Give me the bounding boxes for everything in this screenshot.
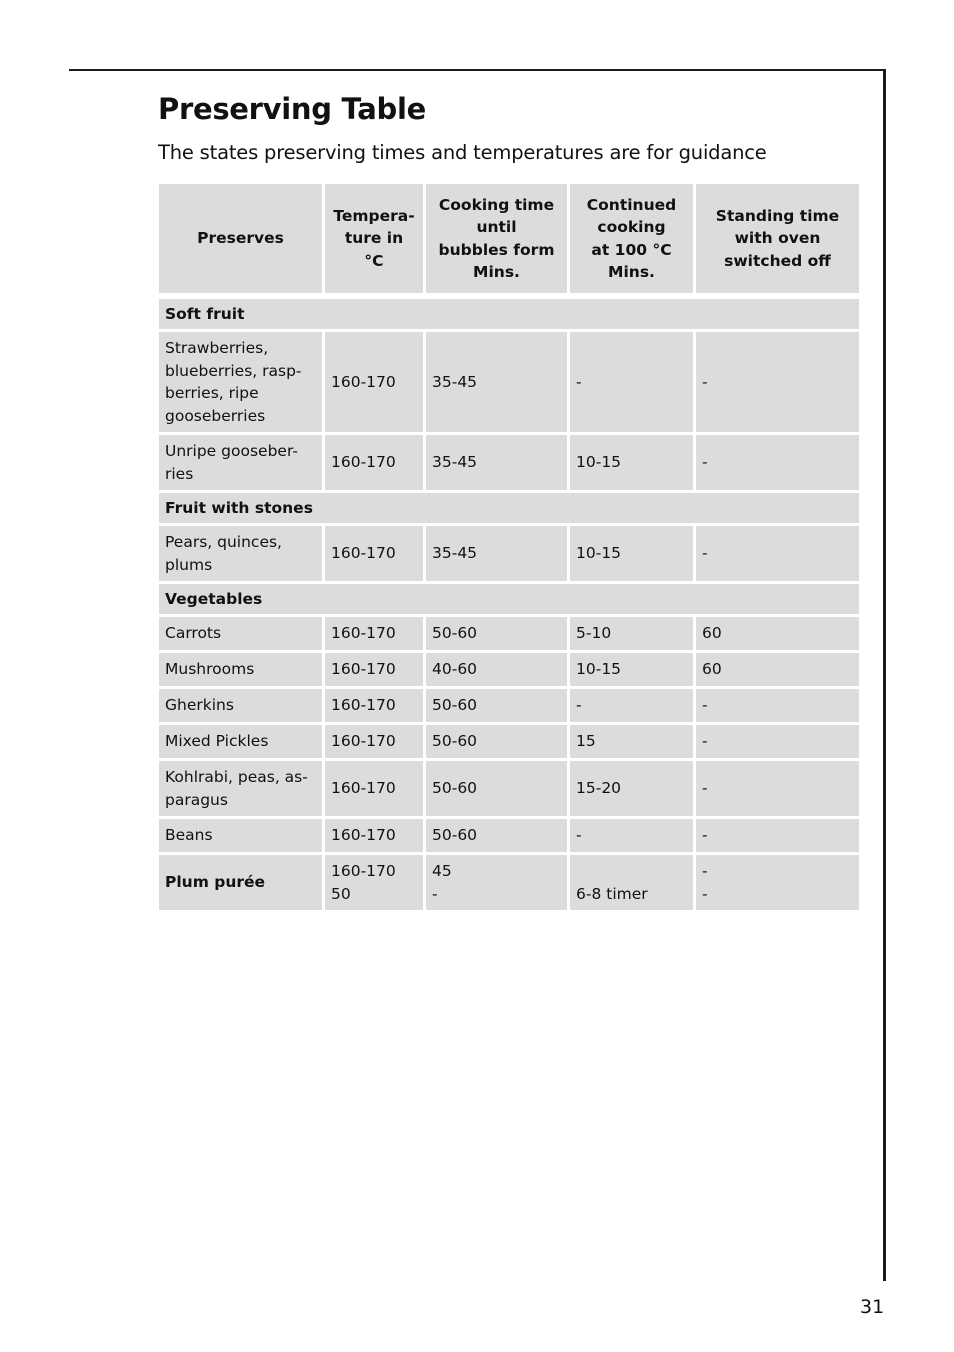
value-cell	[696, 526, 859, 581]
preserve-name-cell	[159, 855, 322, 910]
section-title: Vegetables	[159, 584, 859, 614]
cell-line: blueberries, rasp-	[165, 361, 302, 380]
page-number: 31	[860, 1296, 885, 1318]
cell-line: -	[702, 732, 708, 751]
page-title: Preserving Table	[158, 92, 426, 126]
cell-line: Continued	[586, 195, 677, 214]
cell-line: Beans	[165, 826, 213, 845]
table-row	[159, 435, 859, 490]
column-header	[570, 184, 693, 293]
section-row	[159, 584, 859, 614]
preserve-name-cell	[159, 435, 322, 490]
cell-line: -	[432, 884, 438, 903]
cell-line: berries, ripe	[165, 384, 259, 402]
cell-line: at 100 °C	[591, 240, 672, 259]
cell-line: Carrots	[165, 624, 222, 643]
cell-line: 10-15	[576, 453, 622, 472]
cell-line: °C	[364, 251, 384, 270]
value-cell	[325, 855, 423, 910]
value-cell	[696, 332, 859, 432]
value-cell	[570, 653, 693, 686]
cell-line: 160-170	[331, 453, 396, 472]
table-row	[159, 689, 859, 722]
top-rule	[69, 69, 886, 71]
cell-line: -	[576, 826, 582, 845]
column-header	[325, 184, 423, 293]
cell-line: Cooking time	[438, 195, 555, 214]
cell-line: 5-10	[576, 624, 612, 643]
column-header	[696, 184, 859, 293]
cell-line: ries	[165, 464, 194, 483]
value-cell	[325, 761, 423, 816]
cell-line: 160-170	[331, 732, 396, 751]
table-header	[159, 184, 859, 293]
cell-line: Unripe gooseber-	[165, 442, 298, 460]
cell-line: Mixed Pickles	[165, 732, 269, 751]
value-cell	[426, 617, 567, 650]
value-cell	[696, 689, 859, 722]
value-cell	[696, 761, 859, 816]
cell-line: 50-60	[432, 732, 478, 751]
value-cell	[696, 855, 859, 910]
cell-line: Standing time	[715, 206, 840, 225]
cell-line: switched off	[724, 251, 831, 270]
value-cell	[325, 725, 423, 758]
cell-line: -	[702, 453, 708, 472]
value-cell	[570, 526, 693, 581]
cell-line: 160-170	[331, 372, 396, 391]
side-rule	[883, 69, 886, 1281]
cell-line: until	[476, 218, 517, 236]
value-cell	[570, 617, 693, 650]
cell-line: 50-60	[432, 779, 478, 798]
value-cell	[570, 819, 693, 852]
cell-line: -	[702, 884, 708, 903]
cell-line: 10-15	[576, 544, 622, 563]
value-cell	[696, 435, 859, 490]
value-cell	[426, 819, 567, 852]
cell-line: -	[702, 779, 708, 798]
table-row	[159, 653, 859, 686]
section-title: Soft fruit	[159, 299, 859, 329]
cell-line: 15	[576, 732, 596, 751]
cell-line: ture in	[344, 229, 404, 248]
table-row	[159, 725, 859, 758]
cell-line: bubbles form	[438, 240, 555, 259]
cell-line: -	[576, 696, 582, 715]
cell-line: 60	[702, 624, 722, 643]
table-row	[159, 855, 859, 910]
cell-line: 35-45	[432, 453, 478, 472]
page-subtitle: The states preserving times and temperatures are for guidance	[158, 141, 767, 164]
table-row	[159, 617, 859, 650]
cell-line: Plum purée	[165, 873, 266, 892]
table-row	[159, 819, 859, 852]
cell-line: cooking	[597, 218, 666, 236]
cell-line: Mins.	[608, 263, 655, 281]
value-cell	[570, 435, 693, 490]
preserve-name-cell	[159, 725, 322, 758]
preserving-table	[156, 181, 862, 913]
value-cell	[570, 689, 693, 722]
value-cell	[325, 819, 423, 852]
cell-line: Tempera-	[333, 206, 415, 225]
preserve-name-cell	[159, 526, 322, 581]
value-cell	[570, 725, 693, 758]
value-cell	[570, 332, 693, 432]
cell-line: 10-15	[576, 660, 622, 679]
cell-line: 160-170	[331, 779, 396, 798]
preserve-name-cell	[159, 617, 322, 650]
cell-line: gooseberries	[165, 406, 266, 425]
value-cell	[325, 689, 423, 722]
preserve-name-cell	[159, 819, 322, 852]
cell-line: with oven	[734, 229, 821, 248]
section-row	[159, 299, 859, 329]
value-cell	[696, 617, 859, 650]
value-cell	[426, 855, 567, 910]
value-cell	[325, 332, 423, 432]
cell-line: 35-45	[432, 372, 478, 391]
cell-line: -	[702, 862, 708, 880]
cell-line: Gherkins	[165, 696, 234, 715]
cell-line: Mins.	[473, 263, 520, 281]
value-cell	[426, 332, 567, 432]
value-cell	[426, 725, 567, 758]
cell-line: 160-170	[331, 544, 396, 563]
cell-line: 50-60	[432, 624, 478, 643]
table-row	[159, 526, 859, 581]
preserve-name-cell	[159, 689, 322, 722]
cell-line: 160-170	[331, 624, 396, 643]
cell-line: -	[702, 826, 708, 845]
value-cell	[696, 653, 859, 686]
cell-line: Mushrooms	[165, 660, 255, 679]
cell-line: -	[702, 372, 708, 391]
cell-line: plums	[165, 555, 213, 574]
cell-line: Kohlrabi, peas, as-	[165, 768, 308, 786]
cell-line: -	[576, 372, 582, 391]
value-cell	[570, 761, 693, 816]
section-row	[159, 493, 859, 523]
header-row	[159, 184, 859, 293]
cell-line: 160-170	[331, 826, 396, 845]
cell-line: 160-170	[331, 862, 396, 880]
cell-line: 50	[331, 884, 351, 903]
cell-line: 60	[702, 660, 722, 679]
table-row	[159, 761, 859, 816]
value-cell	[570, 855, 693, 910]
column-header	[159, 184, 322, 293]
cell-line: 40-60	[432, 660, 478, 679]
value-cell	[426, 435, 567, 490]
cell-line: 50-60	[432, 826, 478, 845]
value-cell	[426, 689, 567, 722]
table-row	[159, 332, 859, 432]
cell-line: Pears, quinces,	[165, 533, 282, 551]
value-cell	[426, 526, 567, 581]
value-cell	[426, 761, 567, 816]
cell-line: paragus	[165, 790, 228, 809]
cell-line: Strawberries,	[165, 339, 269, 357]
cell-line: 50-60	[432, 696, 478, 715]
table-body	[159, 296, 859, 910]
preserve-name-cell	[159, 332, 322, 432]
preserve-name-cell	[159, 761, 322, 816]
value-cell	[696, 819, 859, 852]
value-cell	[325, 617, 423, 650]
cell-line: -	[702, 544, 708, 563]
cell-line: 35-45	[432, 544, 478, 563]
value-cell	[325, 526, 423, 581]
value-cell	[696, 725, 859, 758]
cell-line: 160-170	[331, 660, 396, 679]
cell-line: 15-20	[576, 779, 622, 798]
cell-line: Preserves	[197, 229, 284, 248]
preserve-name-cell	[159, 653, 322, 686]
value-cell	[325, 653, 423, 686]
section-title: Fruit with stones	[159, 493, 859, 523]
column-header	[426, 184, 567, 293]
cell-line: -	[702, 696, 708, 715]
cell-line: 6-8 timer	[576, 884, 648, 903]
cell-line: 160-170	[331, 696, 396, 715]
value-cell	[426, 653, 567, 686]
cell-line: 45	[432, 862, 452, 880]
value-cell	[325, 435, 423, 490]
